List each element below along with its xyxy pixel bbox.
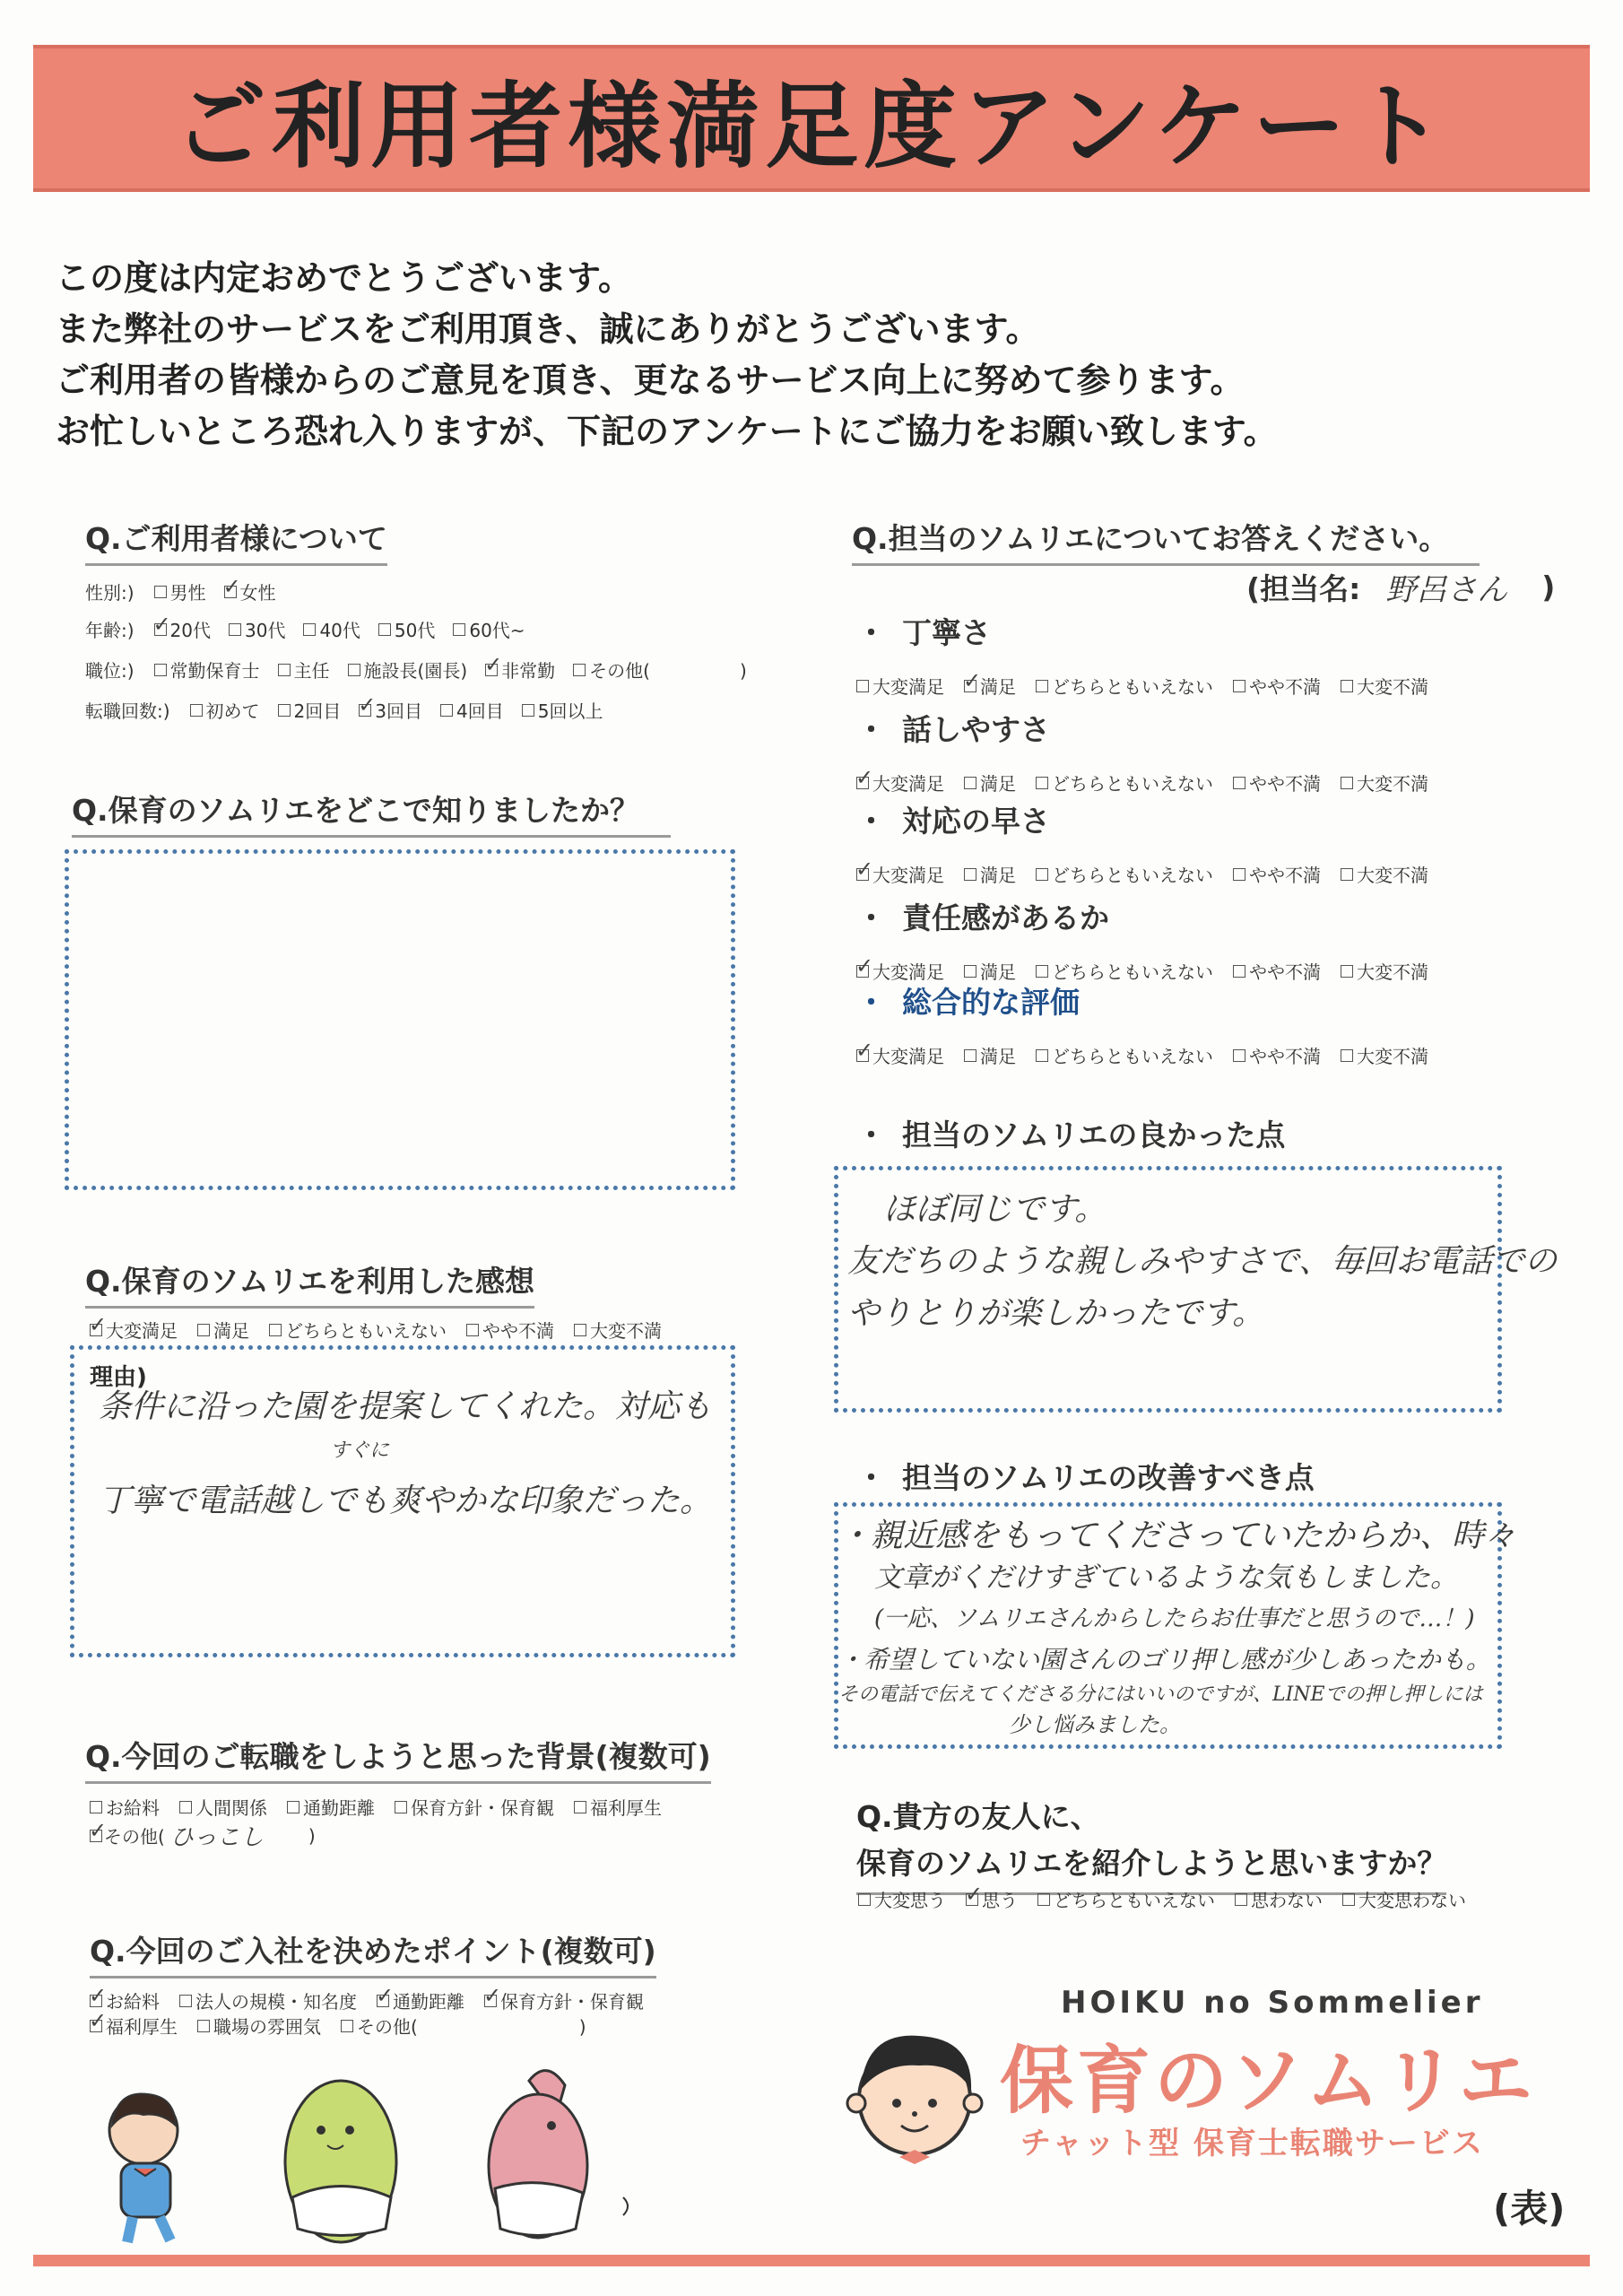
- checkbox[interactable]: [154, 623, 167, 636]
- criterion-option[interactable]: [856, 770, 944, 796]
- background-options: [90, 1794, 662, 1820]
- rabbit-illustration: [489, 2071, 628, 2238]
- bullet-dot: ・: [856, 985, 886, 1020]
- criterion-option[interactable]: [1233, 1042, 1321, 1068]
- checkbox[interactable]: [466, 1324, 479, 1336]
- referral-option-label: どちらともいえない: [1054, 1890, 1215, 1911]
- impression-option[interactable]: [269, 1317, 447, 1343]
- impression-option-label: 大変不満: [590, 1320, 662, 1342]
- criterion-label: 責任感があるか: [902, 900, 1109, 935]
- user-age-option[interactable]: [303, 616, 360, 642]
- other-label: その他(: [104, 1826, 165, 1848]
- impression-option-label: 大変満足: [106, 1320, 178, 1342]
- user-changes-option[interactable]: [440, 697, 504, 723]
- bullet-dot: ・: [856, 900, 886, 935]
- criterion-option-label: 大変満足: [872, 961, 944, 983]
- checkbox[interactable]: [485, 664, 498, 676]
- checkbox[interactable]: [90, 1995, 102, 2007]
- criterion-option-label: どちらともいえない: [1052, 1046, 1213, 1067]
- user-age-row: [85, 616, 525, 642]
- checkbox[interactable]: [856, 868, 869, 881]
- checkbox[interactable]: [453, 623, 465, 636]
- checkbox[interactable]: [574, 1324, 586, 1336]
- user-changes-option[interactable]: [359, 697, 422, 723]
- impression-option[interactable]: [90, 1317, 178, 1343]
- referral-options: [858, 1886, 1466, 1912]
- user-gender-label: 性別:): [85, 582, 135, 604]
- checkbox[interactable]: [90, 1324, 102, 1336]
- criterion-option[interactable]: [856, 673, 944, 699]
- criterion-option[interactable]: [1233, 861, 1321, 887]
- background-heading: Q.今回のご転職をしようと思った背景(複数可): [85, 1734, 711, 1784]
- criterion-label: 話しやすさ: [902, 712, 1050, 747]
- decision-option[interactable]: [197, 2013, 321, 2039]
- criterion-option[interactable]: [1233, 958, 1321, 984]
- checkbox[interactable]: [1341, 777, 1353, 789]
- decision-option[interactable]: [341, 2013, 586, 2039]
- other-value: ひっこし: [169, 1824, 264, 1851]
- criterion-option-label: どちらともいえない: [1052, 961, 1213, 983]
- reason-label: 理由): [90, 1364, 147, 1391]
- checkbox[interactable]: [377, 1995, 389, 2007]
- checkbox[interactable]: [395, 1801, 407, 1813]
- criterion-option[interactable]: [856, 861, 944, 887]
- checkbox[interactable]: [964, 965, 976, 978]
- background-other: [90, 1819, 316, 1852]
- checkbox[interactable]: [1233, 777, 1245, 789]
- name-value: 野呂さん: [1385, 572, 1508, 608]
- user-changes-option-label: 4回目: [456, 700, 504, 722]
- criterion-heading: [856, 610, 991, 652]
- checkbox[interactable]: [1233, 868, 1245, 881]
- other-close: ): [308, 1824, 316, 1847]
- user-changes-option[interactable]: [190, 697, 260, 723]
- user-changes-option-label: 3回目: [375, 700, 423, 722]
- checkbox[interactable]: [348, 664, 360, 676]
- decision-option-label: 通勤距離: [393, 1991, 464, 2013]
- user-age-option-label: 20代: [169, 620, 211, 641]
- referral-option-label: 大変思う: [874, 1890, 946, 1911]
- checkbox[interactable]: [278, 664, 291, 676]
- checkbox[interactable]: [90, 1801, 102, 1813]
- user-age-option-label: 30代: [245, 620, 286, 641]
- background-option[interactable]: [90, 1794, 160, 1820]
- user-age-option[interactable]: [154, 616, 211, 642]
- improve-handwriting: [838, 1516, 1516, 1740]
- user-age-option[interactable]: [229, 616, 285, 642]
- checkbox[interactable]: [522, 704, 534, 717]
- page-title: ご利用者様満足度アンケート: [173, 72, 1450, 181]
- user-changes-option-label: 初めて: [205, 700, 260, 722]
- bottom-rule: [33, 2255, 1590, 2266]
- intro-line: また弊社のサービスをご利用頂き、誠にありがとうございます。: [56, 309, 1040, 349]
- checkbox[interactable]: [278, 704, 291, 717]
- criterion-option[interactable]: [1233, 673, 1321, 699]
- criterion-option-label: 大変満足: [872, 676, 944, 698]
- good-heading: ・ 担当のソムリエの良かった点: [856, 1118, 1286, 1152]
- checkbox[interactable]: [1036, 1049, 1048, 1062]
- improve-line: その電話で伝えてくださる分にはいいのですが、LINEでの押し押しには: [838, 1683, 1483, 1706]
- bean-illustration: [285, 2081, 396, 2242]
- criterion-heading: [856, 798, 1050, 840]
- decision-option[interactable]: [377, 1987, 464, 2013]
- user-age-option-label: 50代: [394, 620, 436, 641]
- background-option-label: 通勤距離: [303, 1797, 375, 1819]
- reason-handwriting-1: 条件に沿った園を提案してくれた。対応も: [99, 1388, 713, 1425]
- checkbox[interactable]: [1036, 965, 1048, 978]
- user-gender-option[interactable]: [224, 578, 276, 604]
- decision-option[interactable]: [179, 1987, 357, 2013]
- referral-heading-line: 保育のソムリエを紹介しようと思いますか？: [856, 1846, 1447, 1881]
- criterion-option[interactable]: [1036, 770, 1213, 796]
- checkbox[interactable]: [1233, 1049, 1245, 1062]
- page-side-mark: (表): [1493, 2187, 1566, 2231]
- user-position-option[interactable]: [278, 657, 330, 683]
- decision-heading: Q.今回のご入社を決めたポイント(複数可): [90, 1928, 656, 1979]
- impression-option[interactable]: [574, 1317, 662, 1343]
- checkbox[interactable]: [303, 623, 316, 636]
- referral-option[interactable]: [1342, 1886, 1466, 1912]
- user-position-option-label: 常勤保育士: [169, 660, 260, 682]
- intro-text: [56, 253, 1278, 457]
- user-changes-option-label: 5回以上: [537, 700, 603, 722]
- background-option-label: 福利厚生: [590, 1797, 662, 1819]
- logo-subtitle: チャット型 保育士転職サービス: [1020, 2126, 1484, 2161]
- user-position-option[interactable]: [348, 657, 468, 683]
- criterion-label: 対応の早さ: [902, 804, 1050, 839]
- checkbox[interactable]: [287, 1801, 299, 1813]
- checkbox[interactable]: [856, 1049, 869, 1062]
- checkbox[interactable]: [190, 704, 203, 717]
- checkbox[interactable]: [964, 868, 976, 881]
- criterion-heading: [856, 895, 1109, 937]
- user-changes-option[interactable]: [278, 697, 342, 723]
- user-position-option[interactable]: [573, 657, 747, 683]
- checkbox[interactable]: [1233, 680, 1245, 692]
- criterion-option[interactable]: [1341, 770, 1428, 796]
- user-changes-label: 転職回数:): [85, 700, 170, 722]
- criterion-option-label: 大変不満: [1357, 773, 1428, 795]
- user-age-option-label: 40代: [319, 620, 360, 641]
- criterion-options: [856, 673, 1428, 699]
- user-gender-option[interactable]: [154, 578, 206, 604]
- checkbox[interactable]: [1036, 868, 1048, 881]
- user-position-option[interactable]: [154, 657, 260, 683]
- checkbox[interactable]: [1036, 680, 1048, 692]
- checkbox[interactable]: [90, 2020, 102, 2032]
- criterion-option-label: 満足: [980, 773, 1016, 795]
- checkbox[interactable]: [964, 1049, 976, 1062]
- criterion-option[interactable]: [856, 1042, 944, 1068]
- checkbox[interactable]: [1341, 1049, 1353, 1062]
- checkbox[interactable]: [1341, 868, 1353, 881]
- impression-options: [90, 1317, 662, 1343]
- criterion-option[interactable]: [1341, 1042, 1428, 1068]
- improve-line: (一応、ソムリエさんからしたらお仕事だと思うので…！): [874, 1605, 1475, 1632]
- checkbox[interactable]: [1233, 965, 1245, 978]
- user-position-row: [85, 657, 747, 683]
- criterion-option-label: 満足: [980, 961, 1016, 983]
- criterion-option[interactable]: [1341, 861, 1428, 887]
- checkbox[interactable]: [359, 704, 371, 717]
- checkbox[interactable]: [858, 1893, 871, 1906]
- impression-option[interactable]: [466, 1317, 554, 1343]
- referral-heading: [856, 1794, 1446, 1895]
- checkbox[interactable]: [179, 1801, 192, 1813]
- impression-option-label: どちらともいえない: [285, 1320, 447, 1342]
- good-handwriting: [847, 1184, 1557, 1340]
- checkbox[interactable]: [573, 664, 586, 676]
- decision-options-row2: [90, 2013, 586, 2039]
- checkbox[interactable]: [856, 965, 869, 978]
- checkbox[interactable]: [964, 777, 976, 789]
- improve-line: ・親近感をもってくださっていたからか、時々: [838, 1518, 1517, 1554]
- checkbox[interactable]: [197, 2020, 210, 2032]
- logo-tagline: HOIKU no Sommelier: [1061, 1985, 1484, 2021]
- criterion-options: [856, 770, 1428, 796]
- referral-option[interactable]: [858, 1886, 946, 1912]
- user-gender-option-label: 男性: [169, 582, 206, 604]
- criterion-option-label: どちらともいえない: [1052, 676, 1213, 698]
- checkbox[interactable]: [964, 680, 976, 692]
- decision-option[interactable]: [484, 1987, 644, 2013]
- user-heading: Q.ご利用者様について: [85, 516, 387, 566]
- decision-option-label: 職場の雰囲気: [213, 2016, 321, 2038]
- criterion-label: 総合的な評価: [902, 985, 1080, 1020]
- checkbox[interactable]: [154, 664, 167, 676]
- user-age-label: 年齢:): [85, 620, 135, 641]
- criterion-option[interactable]: [1036, 1042, 1213, 1068]
- boy-illustration: [109, 2093, 178, 2242]
- source-answer-box[interactable]: [65, 849, 735, 1190]
- criterion-option[interactable]: [1036, 673, 1213, 699]
- criterion-option-label: やや不満: [1249, 1046, 1321, 1067]
- decision-option-label: 福利厚生: [106, 2016, 178, 2038]
- criterion-option-label: 満足: [980, 676, 1016, 698]
- user-position-option-label: その他( ): [589, 660, 747, 682]
- reason-handwriting-insert: すぐに: [330, 1439, 390, 1462]
- sommelier-heading: Q.担当のソムリエについてお答えください。: [852, 516, 1480, 566]
- checkbox[interactable]: [1341, 965, 1353, 978]
- user-changes-row: [85, 697, 603, 723]
- criterion-option-label: どちらともいえない: [1052, 773, 1213, 795]
- criterion-heading: [856, 979, 1080, 1022]
- criterion-option-label: やや不満: [1249, 676, 1321, 698]
- good-line: ほぼ同じです。: [883, 1191, 1107, 1228]
- criterion-option[interactable]: [964, 1042, 1016, 1068]
- checkbox[interactable]: [378, 623, 391, 636]
- criterion-options: [856, 861, 1428, 887]
- referral-option[interactable]: [1037, 1886, 1215, 1912]
- checkbox[interactable]: [1037, 1893, 1050, 1906]
- background-option-label: 人間関係: [195, 1797, 267, 1819]
- background-option[interactable]: [179, 1794, 267, 1820]
- background-option[interactable]: [574, 1794, 662, 1820]
- impression-option-label: やや不満: [482, 1320, 554, 1342]
- criterion-option-label: 大変不満: [1357, 1046, 1428, 1067]
- referral-option-label: 思う: [982, 1890, 1018, 1911]
- criterion-heading: [856, 707, 1050, 749]
- impression-option[interactable]: [197, 1317, 249, 1343]
- criterion-option-label: 大変満足: [872, 1046, 944, 1067]
- criterion-option[interactable]: [964, 770, 1016, 796]
- background-option[interactable]: [395, 1794, 554, 1820]
- criterion-option-label: 満足: [980, 1046, 1016, 1067]
- checkbox[interactable]: [1235, 1893, 1247, 1906]
- intro-line: この度は内定おめでとうございます。: [56, 258, 632, 298]
- criterion-option-label: どちらともいえない: [1052, 865, 1213, 886]
- decision-option-label: 法人の規模・知名度: [195, 1991, 357, 2013]
- referral-option[interactable]: [1235, 1886, 1323, 1912]
- logo-face-icon: [838, 2013, 991, 2166]
- background-option-label: お給料: [106, 1797, 160, 1819]
- checkbox-other[interactable]: [90, 1830, 102, 1842]
- checkbox[interactable]: [574, 1801, 586, 1813]
- bullet-dot: ・: [856, 712, 886, 747]
- good-line: やりとりが楽しかったです。: [847, 1295, 1265, 1332]
- checkbox[interactable]: [966, 1893, 978, 1906]
- user-age-option[interactable]: [453, 616, 525, 642]
- decision-option-label: お給料: [106, 1991, 160, 2013]
- user-position-label: 職位:): [85, 660, 135, 682]
- bullet-dot: ・: [856, 615, 886, 650]
- background-option-label: 保育方針・保育観: [411, 1797, 554, 1819]
- sommelier-name: [1246, 565, 1555, 609]
- user-age-option[interactable]: [378, 616, 435, 642]
- criterion-option-label: やや不満: [1249, 773, 1321, 795]
- reason-handwriting-2: 丁寧で電話越しでも爽やかな印象だった。: [99, 1483, 713, 1519]
- user-changes-option[interactable]: [522, 697, 603, 723]
- checkbox[interactable]: [484, 1995, 497, 2007]
- user-position-option-label: 施設長(園長): [363, 660, 468, 682]
- good-line: 友だちのような親しみやすさで、毎回お電話での: [847, 1243, 1558, 1280]
- criterion-option[interactable]: [964, 673, 1016, 699]
- name-close: ): [1541, 570, 1556, 604]
- decision-options-row1: [90, 1987, 644, 2013]
- mascot-illustrations: [81, 2063, 655, 2251]
- referral-option-label: 思わない: [1251, 1890, 1323, 1911]
- checkbox[interactable]: [269, 1324, 282, 1336]
- intro-line: お忙しいところ恐れ入りますが、下記のアンケートにご協力をお願い致します。: [56, 412, 1278, 451]
- user-position-option[interactable]: [485, 657, 555, 683]
- criterion-option-label: 大変満足: [872, 773, 944, 795]
- criterion-option-label: 大変満足: [872, 865, 944, 886]
- criterion-option-label: 満足: [980, 865, 1016, 886]
- user-gender-row: [85, 578, 276, 604]
- source-heading: Q.保育のソムリエをどこで知りましたか？: [72, 787, 671, 838]
- criterion-option-label: 大変不満: [1357, 865, 1428, 886]
- impression-option-label: 満足: [213, 1320, 249, 1342]
- criterion-option-label: 大変不満: [1357, 676, 1428, 698]
- user-gender-option-label: 女性: [239, 582, 276, 604]
- bullet-dot: ・: [856, 804, 886, 839]
- user-age-option-label: 60代~: [469, 620, 525, 641]
- checkbox[interactable]: [856, 680, 869, 692]
- background-option[interactable]: [287, 1794, 375, 1820]
- criterion-option-label: やや不満: [1249, 961, 1321, 983]
- criterion-option[interactable]: [964, 861, 1016, 887]
- user-position-option-label: 非常勤: [501, 660, 556, 682]
- criterion-option[interactable]: [1341, 958, 1428, 984]
- improve-line: 少し悩みました。: [1009, 1712, 1181, 1737]
- decision-option-label: その他( ): [357, 2016, 586, 2038]
- checkbox[interactable]: [154, 586, 167, 598]
- intro-line: ご利用者の皆様からのご意見を頂き、更なるサービス向上に努めて参ります。: [56, 361, 1245, 400]
- referral-heading-line: Q.貴方の友人に、: [856, 1799, 1100, 1834]
- checkbox[interactable]: [1036, 777, 1048, 789]
- impression-heading: Q.保育のソムリエを利用した感想: [85, 1258, 534, 1309]
- referral-option[interactable]: [966, 1886, 1018, 1912]
- criterion-option[interactable]: [1233, 770, 1321, 796]
- checkbox[interactable]: [1341, 680, 1353, 692]
- decision-option[interactable]: [90, 2013, 178, 2039]
- name-label: (担当名:: [1246, 571, 1361, 606]
- checkbox[interactable]: [856, 777, 869, 789]
- criterion-label: 丁寧さ: [902, 615, 991, 650]
- user-position-option-label: 主任: [293, 660, 330, 682]
- criterion-option-label: 大変不満: [1357, 961, 1428, 983]
- logo-wordmark: 保育のソムリエ: [1000, 2039, 1536, 2124]
- checkbox[interactable]: [1342, 1893, 1355, 1906]
- improve-heading: ・ 担当のソムリエの改善すべき点: [856, 1460, 1315, 1495]
- checkbox[interactable]: [197, 1324, 210, 1336]
- checkbox[interactable]: [179, 1995, 192, 2007]
- checkbox[interactable]: [440, 704, 453, 717]
- checkbox[interactable]: [224, 586, 237, 598]
- checkbox[interactable]: [229, 623, 241, 636]
- improve-line: 文章がくだけすぎているような気もしました。: [874, 1561, 1458, 1594]
- decision-option-label: 保育方針・保育観: [500, 1991, 644, 2013]
- checkbox[interactable]: [341, 2020, 353, 2032]
- criterion-option[interactable]: [1036, 861, 1213, 887]
- criterion-options: [856, 1042, 1428, 1068]
- improve-line: ・希望していない園さんのゴリ押し感が少しあったかも。: [838, 1645, 1491, 1674]
- referral-option-label: 大変思わない: [1358, 1890, 1466, 1911]
- criterion-option[interactable]: [1341, 673, 1428, 699]
- criterion-option-label: やや不満: [1249, 865, 1321, 886]
- user-changes-option-label: 2回目: [293, 700, 342, 722]
